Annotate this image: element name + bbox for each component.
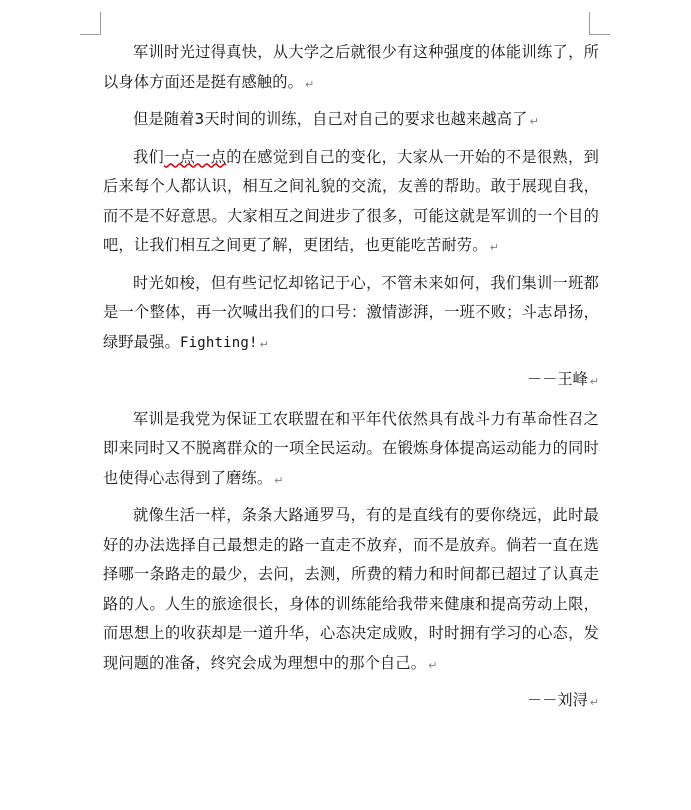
signature-text: －－王峰 [527, 370, 588, 388]
paragraph-text: 军训是我党为保证工农联盟在和平年代依然具有战斗力有革命性召之即来同时又不脱离群众的一项全民运动。在锻炼身体提高运动能力的同时也使得心志得到了磨练。 [103, 409, 599, 487]
paragraph-3[interactable] [103, 143, 599, 263]
paragraph-text: 的在感觉到自己的变化，大家从一开始的不是很熟，到后来每个人都认识，相互之间礼貌的交流，友善的帮助。敢于展现自我，而不是不好意思。大家相互之间进步了很多，可能这就是军训的一个目的吧，让我们相互之间更了解，更团结，也更能吃苦耐劳。 [103, 147, 599, 254]
signature-liu-xun[interactable] [103, 686, 599, 718]
paragraph-mark-icon: ↵ [589, 375, 599, 388]
paragraph-mark-icon: ↵ [259, 337, 270, 351]
paragraph-mark-icon: ↵ [305, 77, 315, 91]
paragraph-2[interactable] [103, 105, 599, 137]
paragraph-text: 就像生活一样，条条大路通罗马，有的是直线有的要你绕远，此时最好的办法选择自己最想走的路一直走不放弃，而不是放弃。倘若一直在选择哪一条路走的最少，去问，去测，所费的精力和时间都已超过了认真走路的人。人生的旅途很长，身体的训练能给我带来健康和提高劳动上限，而思想上的收获却是一道升华，心态决定成败，时时拥有学习的心态，发现问题的准备，终究会成为理想中的那个自己。 [103, 506, 599, 672]
paragraph-1[interactable] [103, 38, 599, 99]
paragraph-mark-icon: ↵ [489, 241, 500, 254]
document-body[interactable] [103, 38, 599, 726]
top-left-margin-mark [80, 12, 101, 35]
paragraph-mark-icon: ↵ [529, 115, 539, 128]
paragraph-text: 但是随着3天时间的训练，自己对自己的要求也越来越高了 [133, 110, 528, 128]
signature-wang-feng[interactable] [103, 365, 599, 397]
top-right-margin-mark [589, 12, 610, 35]
paragraph-5[interactable] [103, 405, 599, 496]
spelling-flagged-text[interactable]: 一点一点 [164, 147, 227, 166]
paragraph-text: 时光如梭，但有些记忆却铭记于心，不管未来如何，我们集训一班都是一个整体，再一次喊出我们的口号：激情澎湃，一班不败；斗志昂扬，绿野最强。 [103, 273, 599, 351]
signature-text: －－刘浔 [527, 691, 588, 709]
paragraph-mark-icon: ↵ [274, 473, 284, 487]
latin-text: Fighting! [179, 334, 258, 351]
paragraph-mark-icon: ↵ [428, 658, 438, 672]
paragraph-text: 军训时光过得真快，从大学之后就很少有这种强度的体能训练了，所以身体方面还是挺有感触的。 [103, 43, 599, 91]
paragraph-6[interactable] [103, 501, 599, 680]
paragraph-text: 我们 [133, 147, 165, 166]
paragraph-4[interactable] [103, 269, 599, 360]
paragraph-mark-icon: ↵ [589, 696, 599, 709]
